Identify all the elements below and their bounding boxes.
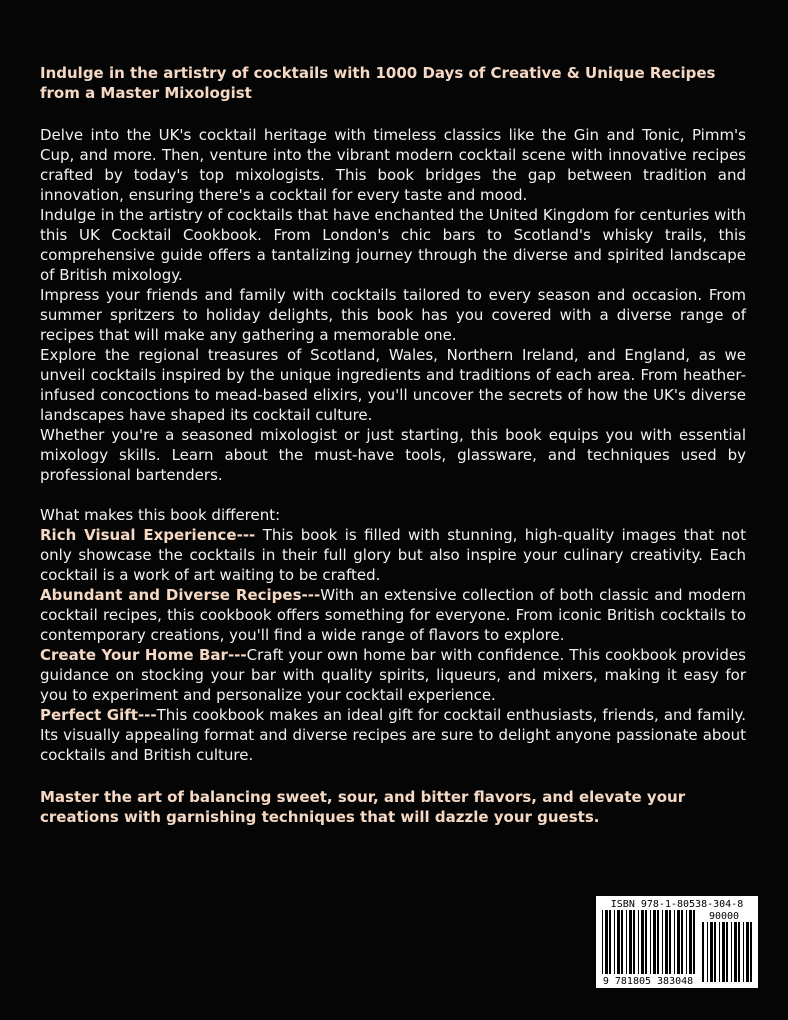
barcode-bar [722,922,725,982]
barcode-bar [617,910,620,974]
description-paragraph: Impress your friends and family with cocktails tailored to every season and occasion. From summer spritzers to holiday delights, this book has you covered with a diverse range of recipes that will make any gathering a memorable one. [40,286,746,344]
barcode-bar [638,910,639,974]
barcode-bar [677,910,680,974]
ean-number: 9 781805 383048 [602,976,694,987]
barcode-bar [662,910,663,974]
feature-title: Create Your Home Bar--- [40,646,247,664]
barcode-bar [629,910,632,974]
barcode-bar [743,922,744,982]
intro-headline: Indulge in the artistry of cocktails with 1000 Days of Creative & Unique Recipes from a Master Mixologist [40,64,716,102]
feature-title: Rich Visual Experience--- [40,526,256,544]
isbn-text: ISBN 978-1-80538-304-8 [610,899,744,910]
back-cover-text [40,63,746,827]
barcode-bar [707,922,708,982]
barcode-bar [657,910,659,974]
barcode-bar [689,910,692,974]
barcode-bar [731,922,732,982]
barcode-bar [726,922,728,982]
barcode-bar [626,910,627,974]
isbn-barcode [596,896,758,988]
features-intro: What makes this book different: [40,506,281,524]
description-paragraph: Delve into the UK's cocktail heritage with timeless classics like the Gin and Tonic, Pimm's Cup, and more. Then, venture into the vibrant modern cocktail scene with innovative recipes crafted by today's top mixologists. This book bridges the gap between tradition and innovation, ensuring there's a cocktail for every taste and mood. [40,126,746,204]
feature-item [40,645,746,705]
feature-title: Perfect Gift--- [40,706,157,724]
barcode-bar [645,910,647,974]
barcode-bar [614,910,615,974]
barcode-bar [621,910,623,974]
main-bars [602,910,695,974]
closing-headline: Master the art of balancing sweet, sour, and bitter flavors, and elevate your creations with garnishing techniques that will dazzle your guests. [40,788,686,826]
barcode-graphic [596,896,758,988]
barcode-bar [702,922,704,982]
barcode-bar [686,910,687,974]
barcode-bar [719,922,720,982]
barcode-bar [650,910,651,974]
barcode-bar [693,910,695,974]
barcode-bar [653,910,656,974]
barcode-bar [710,922,713,982]
description-paragraph: Whether you're a seasoned mixologist or just starting, this book equips you with essential mixology skills. Learn about the must-have tools, glassware, and techniques used by professional bartenders. [40,426,746,484]
barcode-bar [734,922,737,982]
barcode-bar [746,922,749,982]
barcode-bar [674,910,675,974]
barcode-bar [605,910,608,974]
barcode-bar [641,910,644,974]
feature-text: With an extensive collection of both classic and modern cocktail recipes, this cookbook offers something for everyone. From iconic British cocktails to contemporary creations, you'll find a wide range of flavors to explore. [40,586,747,644]
barcode-bar [681,910,683,974]
barcode-bar [633,910,635,974]
addon-bars [702,922,752,982]
feature-item [40,705,746,765]
feature-text: Craft your own home bar with confidence. This cookbook provides guidance on stocking your bar with quality spirits, liqueurs, and mixers, making it easy for you to experiment and personalize your cocktail experience. [40,646,746,704]
description-paragraph: Indulge in the artistry of cocktails that have enchanted the United Kingdom for centuries with this UK Cocktail Cookbook. From London's chic bars to Scotland's whisky trails, this comprehensive guide offers a tantalizing journey through the diverse and spirited landscape of British mixology. [40,206,746,284]
feature-item [40,525,746,585]
barcode-bar [669,910,671,974]
feature-text: This cookbook makes an ideal gift for cocktail enthusiasts, friends, and family. Its visually appealing format and diverse recipes are sure to delight anyone passionate about cocktails and British culture. [40,706,747,764]
feature-item [40,585,746,645]
description-paragraph: Explore the regional treasures of Scotland, Wales, Northern Ireland, and England, as we unveil cocktails inspired by the unique ingredients and traditions of each area. From heather-infused concoctions to mead-based elixirs, you'll uncover the secrets of how the UK's diverse landscapes have shaped its cocktail culture. [40,346,746,424]
barcode-bar [602,910,603,974]
barcode-bar [738,922,740,982]
barcode-bar [665,910,668,974]
feature-title: Abundant and Diverse Recipes--- [40,586,321,604]
barcode-bar [750,922,752,982]
barcode-bar [609,910,611,974]
feature-text: This book is filled with stunning, high-quality images that not only showcase the cocktails in their full glory but also inspire your culinary creativity. Each cocktail is a work of art waiting to be crafted. [40,526,746,584]
addon-number: 90000 [708,911,740,922]
barcode-bar [714,922,716,982]
